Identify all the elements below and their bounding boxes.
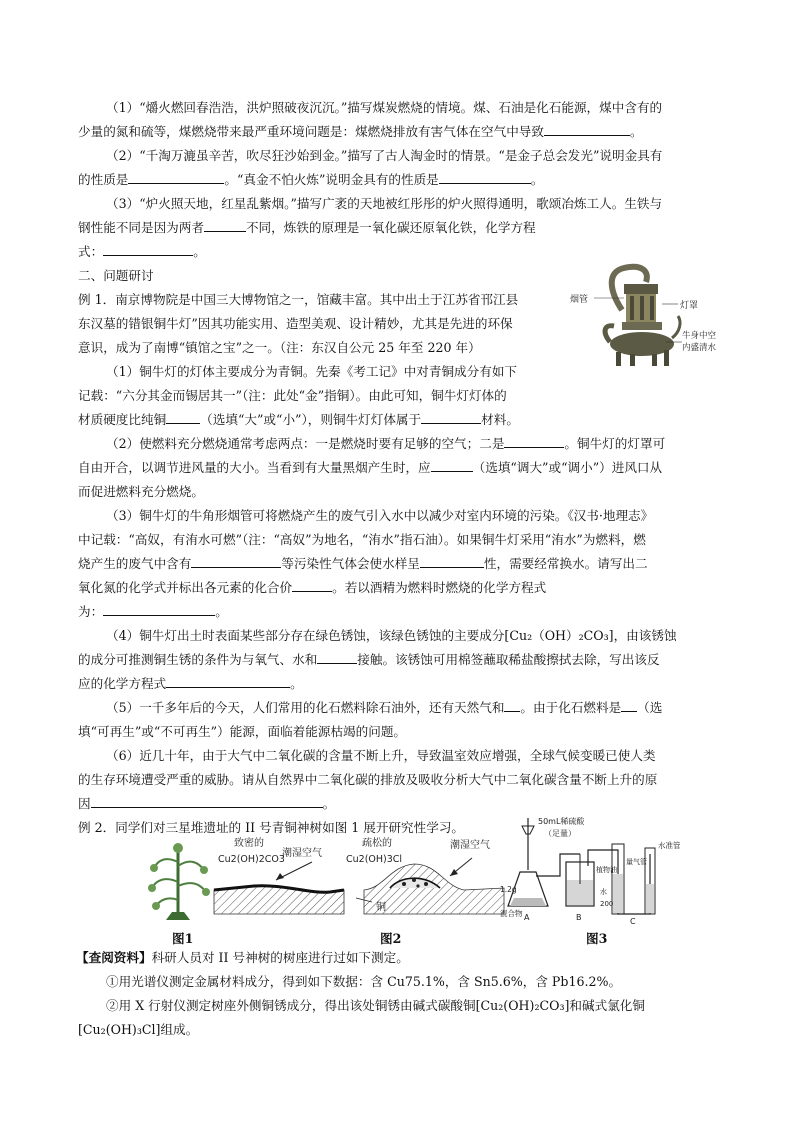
q-iron-line2: 钢性能不同是因为两者 不同，炼铁的原理是一氧化碳还原氧化铁，化学方程	[78, 220, 536, 235]
q-iron-line3: 式： 。	[78, 244, 206, 259]
label-C: C	[630, 917, 636, 926]
q6-line1: （6）近几十年，由于大气中二氧化碳的含量不断上升，导致温室效应增强，全球气候变暖已使人类	[106, 748, 656, 763]
q2-line1: （2）使燃料充分燃烧通常考虑两点：一是燃烧时要有足够的空气；二是 。铜牛灯的灯罩可	[106, 436, 666, 451]
q6-line3: 因 。	[78, 796, 336, 811]
answer-blank[interactable]	[166, 675, 290, 688]
q1-line2: 记载：“六分其金而锡居其一”（注：此处“金”指铜）。由此可知，铜牛灯灯体的	[78, 388, 507, 403]
figure-1-caption: 图1	[172, 931, 194, 946]
q3-line2: 中记载：“高奴，有洧水可燃”（注：“高奴”为地名，“洧水”指石油）。如果铜牛灯采用“洧水”为燃料，燃	[78, 532, 646, 547]
answer-blank[interactable]	[204, 219, 246, 232]
answer-blank[interactable]	[421, 411, 481, 424]
label-burette: 量气管	[626, 858, 647, 866]
answer-blank[interactable]	[103, 603, 215, 616]
q2-line3: 而促进燃料充分燃烧。	[78, 484, 204, 499]
q3-line1: （3）铜牛灯的牛角形烟管可将燃烧产生的废气引入水中以减少对室内环境的污染。《汉书·地理志》	[106, 508, 654, 523]
answer-blank[interactable]	[128, 171, 224, 184]
ex1-line1: 例 1．南京博物院是中国三大博物馆之一，馆藏丰富。其中出土于江苏省邗江县	[78, 292, 519, 307]
q-gold-line1: （2）“千淘万漉虽辛苦，吹尽狂沙始到金。”描写了古人淘金时的情景。“是金子总会发光”说明金具有	[106, 148, 663, 163]
bronze-tree-figure	[148, 842, 210, 924]
q5-line1: （5）一千多年后的今天，人们常用的化石燃料除石油外，还有天然气和 。由于化石燃料是 （选	[106, 700, 663, 715]
label-copper: 铜	[376, 902, 386, 913]
label-water: 水	[600, 888, 607, 896]
answer-blank[interactable]	[292, 579, 332, 592]
label-belly-2: 内盛清水	[682, 343, 717, 353]
label-smoke-pipe: 烟管	[570, 295, 589, 305]
label-200: 200	[600, 900, 614, 908]
ex1-line3: 意识，成为了南博“镇馆之宝”之一。（注：东汉自公元 25 年至 220 年）	[78, 340, 481, 355]
ex1-line2: 东汉墓的错银铜牛灯”因其功能实用、造型美观、设计精妙，尤其是先进的环保	[78, 316, 513, 331]
answer-blank[interactable]	[420, 555, 484, 568]
reference-intro: 【查阅资料】科研人员对 II 号神树的树座进行过如下测定。	[76, 950, 409, 965]
label-belly-1: 牛身中空	[682, 331, 717, 341]
label-level-tube: 水准管	[658, 841, 681, 850]
reference-item-2: ②用 X 行射仪测定树座外侧铜锈成分，得出该处铜锈由碱式碳酸铜[Cu₂(OH)₂CO₃]和碱式氯化铜	[106, 998, 645, 1013]
corrosion-diagram	[214, 836, 506, 926]
q-gold-line2: 的性质是 。“真金不怕火炼”说明金具有的性质是 。	[78, 172, 544, 187]
label-excess: （足量）	[544, 829, 576, 838]
label-A: A	[524, 913, 530, 922]
answer-blank[interactable]	[504, 435, 564, 448]
answer-blank[interactable]	[191, 555, 281, 568]
bronze-ox-lamp-figure	[566, 262, 726, 368]
q4-line1: （4）铜牛灯出土时表面某些部分存在绿色锈蚀，该绿色锈蚀的主要成分[Cu₂（OH）₂CO₃]，由该锈蚀	[106, 628, 677, 643]
apparatus-diagram	[500, 814, 681, 926]
answer-blank[interactable]	[103, 243, 193, 256]
label-mixture: 混合物	[500, 909, 523, 918]
q4-line2: 的成分可推测铜生锈的条件为与氧气、水和 接触。该锈蚀可用棉签蘸取稀盐酸擦拭去除，写出该反	[78, 652, 660, 667]
q1-line1: （1）铜牛灯的灯体主要成分为青铜。先秦《考工记》中对青铜成分有如下	[106, 364, 518, 379]
answer-blank[interactable]	[504, 699, 520, 712]
q4-line3: 应的化学方程式 。	[78, 676, 303, 691]
q5-line2: 填“可再生”或“不可再生”）能源，面临着能源枯竭的问题。	[78, 724, 407, 739]
label-loose: 疏松的	[362, 838, 392, 849]
label-acid: 50mL稀硫酸	[538, 817, 585, 826]
label-moist-air-2: 潮湿空气	[450, 840, 490, 851]
answer-blank[interactable]	[91, 795, 323, 808]
section-heading: 二、问题研讨	[78, 268, 154, 283]
reference-item-2-cont: [Cu₂(OH)₃Cl]组成。	[78, 1022, 199, 1037]
q-coal-line1: （1）“爝火燃回春浩浩，洪炉照破夜沉沉。”描写煤炭燃烧的情境。煤、石油是化石能源，煤中含有的	[106, 100, 663, 115]
q3-line5: 为： 。	[78, 604, 228, 619]
q2-line2: 自由开合，以调节进风量的大小。当看到有大量黑烟产生时，应 （选填“调大”或“调小”）进风口从	[78, 460, 663, 475]
label-moist-air-1: 潮湿空气	[282, 848, 322, 859]
q1-line3: 材质硬度比纯铜 （选填“大”或“小”），则铜牛灯灯体属于 材料。	[78, 412, 519, 427]
answer-blank[interactable]	[544, 123, 630, 136]
label-mass: 1.2g	[500, 885, 517, 894]
label-oil: 植物油	[596, 866, 617, 874]
q6-line2: 的生存环境遭受严重的威胁。请从自然界中二氧化碳的排放及吸收分析大气中二氧化碳含量不断上升的原	[78, 772, 658, 787]
answer-blank[interactable]	[317, 651, 357, 664]
label-loose-formula: Cu2(OH)3Cl	[346, 854, 403, 865]
q3-line3: 烧产生的废气中含有 等污染性气体会使水样呈 性，需要经常换水。请写出二	[78, 556, 648, 571]
answer-blank[interactable]	[439, 171, 531, 184]
answer-blank[interactable]	[621, 699, 637, 712]
answer-blank[interactable]	[166, 411, 200, 424]
label-dense-formula: Cu2(OH)2CO3	[218, 854, 285, 865]
q3-line4: 氧化氮的化学式并标出各元素的化合价 。若以酒精为燃料时燃烧的化学方程式	[78, 580, 547, 595]
answer-blank[interactable]	[431, 459, 473, 472]
reference-tag: 【查阅资料】	[76, 950, 152, 965]
reference-item-1: ①用光谱仪测定金属材料成分，得到如下数据：含 Cu75.1%，含 Sn5.6%，含 Pb16.2%。	[106, 974, 622, 989]
figure-2-caption: 图2	[380, 931, 402, 946]
figure-3-caption: 图3	[586, 931, 608, 946]
ex2-line: 例 2．同学们对三星堆遗址的 II 号青铜神树如图 1 展开研究性学习。	[78, 820, 465, 835]
label-B: B	[576, 913, 582, 922]
label-lamp-shade: 灯罩	[680, 301, 699, 311]
label-dense: 致密的	[234, 838, 264, 849]
q-coal-line2: 少量的氮和硫等，煤燃烧带来最严重环境问题是：煤燃烧排放有害气体在空气中导致 。	[78, 124, 643, 139]
q-iron-line1: （3）“炉火照天地，红星乱紫烟。”描写广袤的天地被红彤彤的炉火照得通明，歌颂冶炼工人。生铁与	[106, 196, 663, 211]
